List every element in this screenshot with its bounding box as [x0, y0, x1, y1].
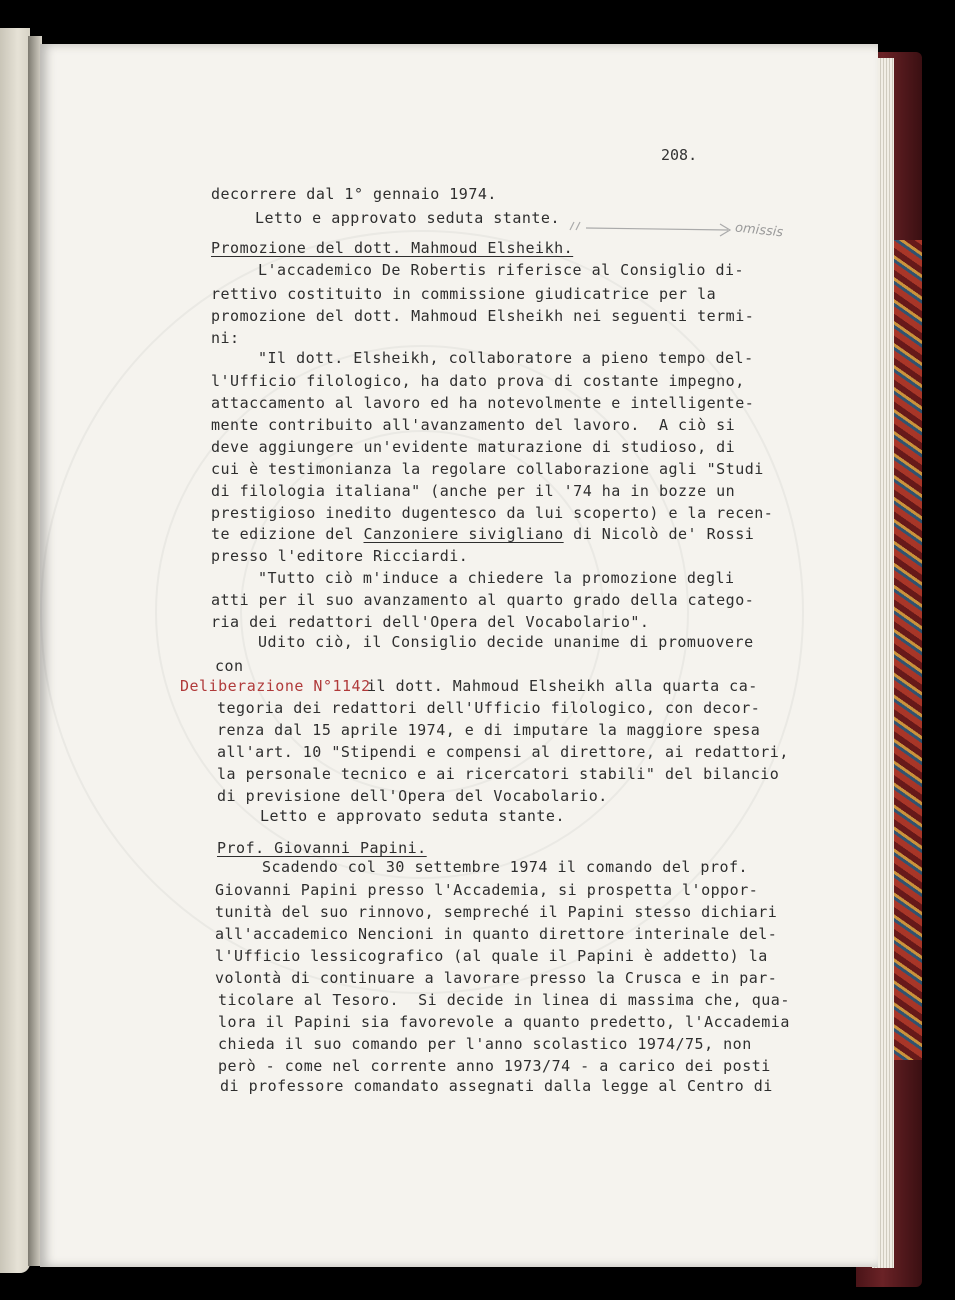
text-line: ria dei redattori dell'Opera del Vocabolario". [211, 613, 650, 631]
text-line: "Il dott. Elsheikh, collaboratore a pieno tempo del- [258, 349, 754, 367]
text-line: Letto e approvato seduta stante. [255, 209, 560, 227]
text-line: con [215, 657, 244, 675]
pencil-arrow-icon [568, 216, 738, 240]
text-line: all'art. 10 "Stipendi e compensi al direttore, ai redattori, [217, 743, 789, 761]
text-line: cui è testimonianza la regolare collaborazione agli "Studi [211, 460, 764, 478]
margin-label-deliberazione: Deliberazione N°1142 [180, 677, 371, 695]
text-line: chieda il suo comando per l'anno scolastico 1974/75, non [218, 1035, 752, 1053]
section-heading: Prof. Giovanni Papini. [217, 839, 427, 857]
text-line: Letto e approvato seduta stante. [260, 807, 565, 825]
text-line: decorrere dal 1° gennaio 1974. [211, 185, 497, 203]
text-line: Udito ciò, il Consiglio decide unanime di promuovere [258, 633, 754, 651]
facing-page-edge [0, 28, 30, 1273]
text-line [211, 524, 754, 544]
text-line: volontà di continuare a lavorare presso la Crusca e in par- [215, 969, 778, 987]
text-line: di previsione dell'Opera del Vocabolario. [217, 787, 608, 805]
text-line: ni: [211, 329, 240, 347]
text-line: atti per il suo avanzamento al quarto grado della catego- [211, 591, 755, 609]
text-line: presso l'editore Ricciardi. [211, 547, 469, 565]
text-line: mente contribuito all'avanzamento del lavoro. A ciò si [211, 416, 736, 434]
underlined-title: Canzoniere sivigliano [363, 525, 564, 543]
marbled-endpaper [893, 240, 922, 1060]
text-segment: di Nicolò de' Rossi [563, 525, 755, 543]
text-line: tegoria dei redattori dell'Ufficio filologico, con decor- [217, 699, 761, 717]
pencil-annotation: omissis [734, 220, 784, 241]
text-line: deve aggiungere un'evidente maturazione di studioso, di [211, 438, 736, 456]
text-line: però - come nel corrente anno 1973/74 - a carico dei posti [218, 1057, 771, 1075]
text-line: prestigioso inedito dugentesco da lui scoperto) e la recen- [211, 504, 774, 522]
text-line: di professore comandato assegnati dalla legge al Centro di [220, 1077, 773, 1095]
text-line: rettivo costituito in commissione giudicatrice per la [211, 285, 717, 303]
text-line: di filologia italiana" (anche per il '74 ha in bozze un [211, 482, 736, 500]
page-number: 208. [661, 146, 698, 164]
text-segment: te edizione del [211, 525, 364, 543]
text-line: tunità del suo rinnovo, sempreché il Papini stesso dichiari [215, 903, 778, 921]
text-line: Scadendo col 30 settembre 1974 il comando del prof. [262, 858, 749, 876]
text-line: "Tutto ciò m'induce a chiedere la promozione degli [258, 569, 735, 587]
text-line: ticolare al Tesoro. Si decide in linea di massima che, qua- [218, 991, 790, 1009]
text-line: l'Ufficio filologico, ha dato prova di costante impegno, [211, 372, 745, 390]
section-heading: Promozione del dott. Mahmoud Elsheikh. [211, 239, 574, 257]
text-line: all'accademico Nencioni in quanto direttore interinale del- [215, 925, 778, 943]
text-line: la personale tecnico e ai ricercatori stabili" del bilancio [217, 765, 780, 783]
text-line: attaccamento al lavoro ed ha notevolmente e intelligente- [211, 394, 755, 412]
text-line: lora il Papini sia favorevole a quanto predetto, l'Accademia [218, 1013, 790, 1031]
text-line: renza dal 15 aprile 1974, e di imputare la maggiore spesa [217, 721, 761, 739]
text-line: Giovanni Papini presso l'Accademia, si prospetta l'oppor- [215, 881, 759, 899]
text-line: l'Ufficio lessicografico (al quale il Papini è addetto) la [215, 947, 768, 965]
text-line: L'accademico De Robertis riferisce al Consiglio di- [258, 261, 745, 279]
text-line: promozione del dott. Mahmoud Elsheikh nei seguenti termi- [211, 307, 755, 325]
text-line: il dott. Mahmoud Elsheikh alla quarta ca- [367, 677, 758, 695]
